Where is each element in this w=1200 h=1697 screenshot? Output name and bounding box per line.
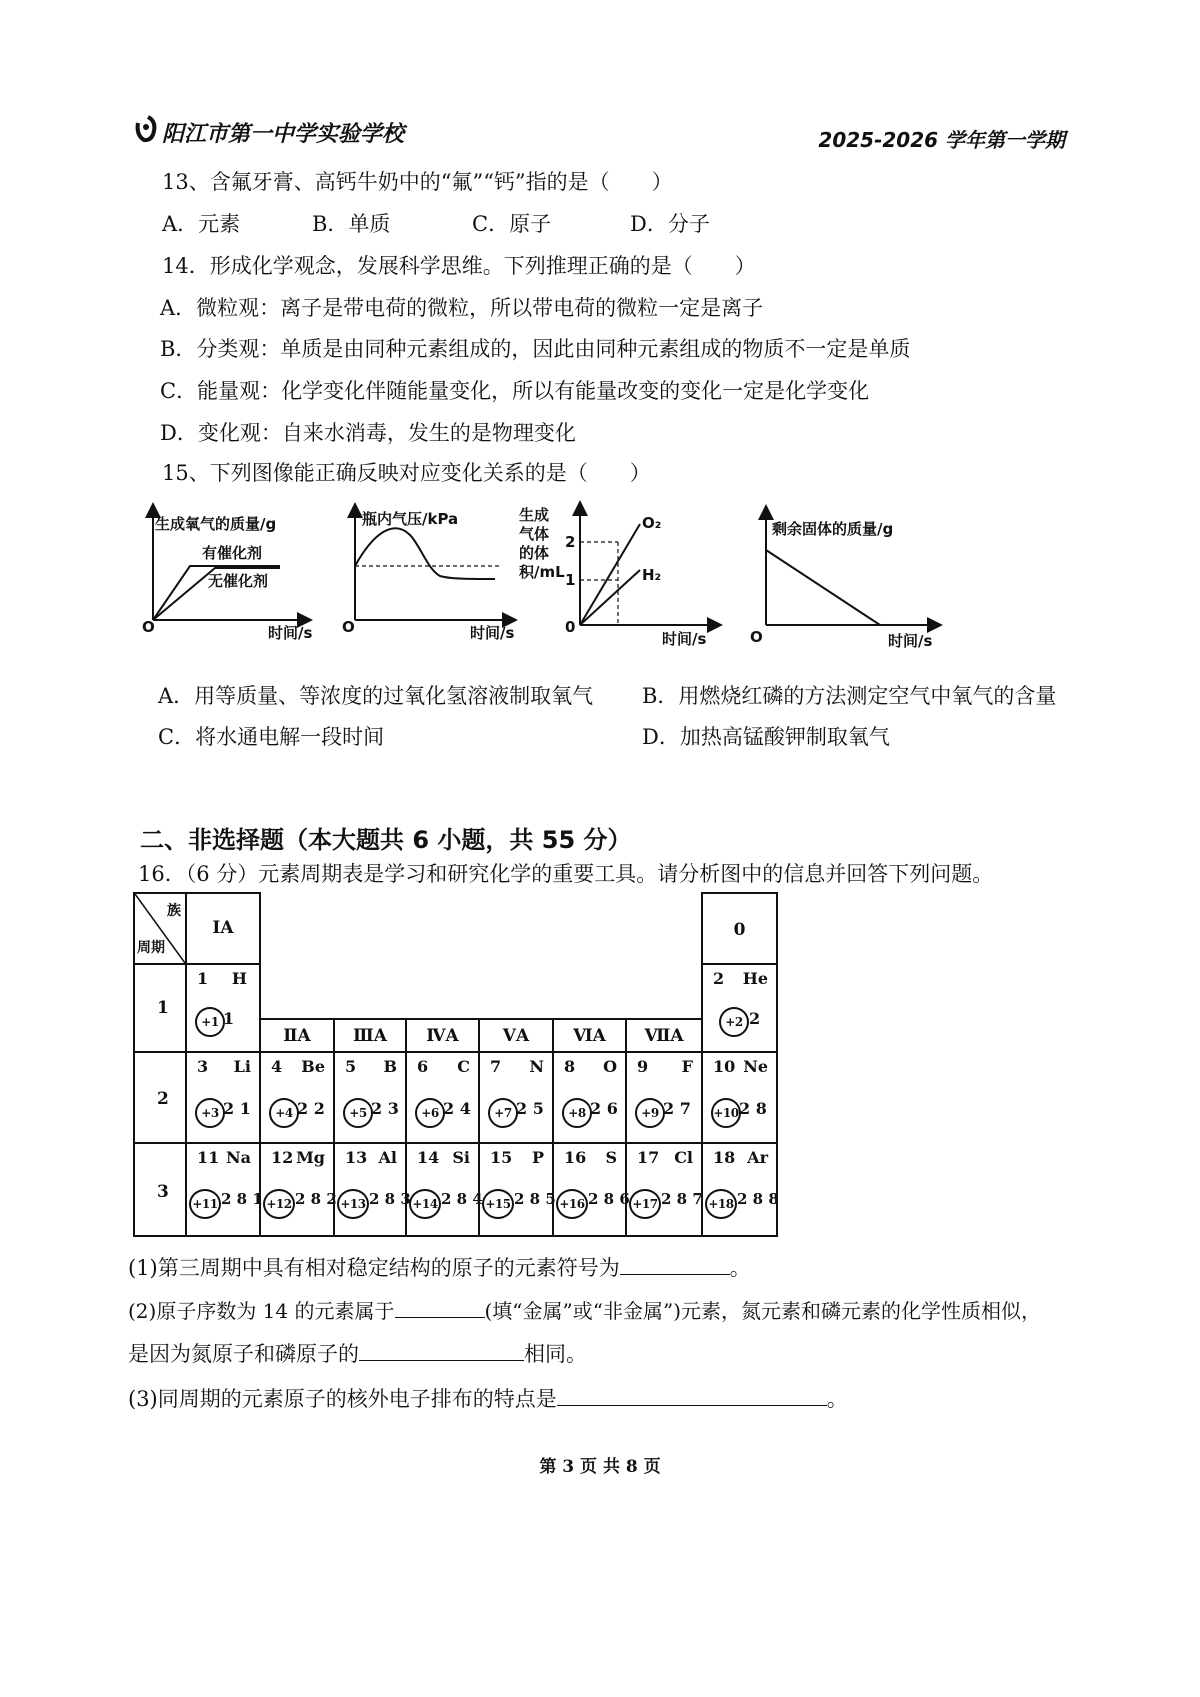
nucleus-charge: +18	[705, 1189, 737, 1219]
graph-c-tick-2: 2	[565, 533, 576, 551]
graph-a-origin: O	[142, 618, 155, 636]
electron-shells: 2 8 1	[221, 1190, 263, 1208]
q14-option-c: C．能量观：化学变化伴随能量变化，所以有能量改变的变化一定是化学变化	[160, 379, 870, 403]
periodic-table	[133, 892, 783, 1237]
element-cell-b	[333, 1051, 407, 1144]
atomic-number: 5	[345, 1057, 357, 1076]
nucleus-charge: +4	[269, 1098, 299, 1128]
electron-shells: 2 1	[223, 1099, 251, 1118]
graph-a-line1-label: 有催化剂	[202, 544, 263, 562]
q13-stem: 13、含氟牙膏、高钙牛奶中的“氟”“钙”指的是（ ）	[162, 170, 673, 194]
element-cell-be	[259, 1051, 335, 1144]
q16-sub1-text: (1)第三周期中具有相对稳定结构的原子的元素符号为	[128, 1256, 620, 1280]
atomic-number: 15	[490, 1148, 513, 1167]
element-symbol: Ar	[747, 1148, 768, 1167]
atomic-number: 18	[713, 1148, 736, 1167]
group-header-0	[701, 892, 778, 965]
graph-c-ylabel-line: 气体	[519, 525, 550, 543]
element-symbol: B	[383, 1057, 397, 1076]
q16-sub1	[128, 1252, 751, 1282]
group-label: 0	[733, 920, 746, 940]
q16-sub2-line1	[128, 1295, 1041, 1324]
nucleus-charge: +17	[629, 1189, 661, 1219]
period-label: 1	[157, 998, 169, 1018]
graph-d-origin: O	[750, 628, 763, 646]
atomic-number: 17	[637, 1148, 660, 1167]
electron-shells: 2 8 2	[295, 1190, 337, 1208]
nucleus-charge: +3	[195, 1098, 225, 1128]
atomic-number: 2	[713, 969, 725, 988]
nucleus-charge: +5	[343, 1098, 373, 1128]
table-corner	[133, 892, 187, 965]
graph-c-tick-1: 1	[565, 571, 576, 589]
atomic-number: 7	[490, 1057, 502, 1076]
atomic-number: 1	[197, 969, 209, 988]
electron-shells: 2 4	[443, 1099, 471, 1118]
period-cell-2	[133, 1051, 187, 1144]
group-label: ⅥA	[573, 1026, 606, 1046]
group-header-2a	[259, 1018, 335, 1053]
group-header-3a	[333, 1018, 407, 1053]
element-symbol: P	[531, 1148, 544, 1167]
term-label: 2025-2026 学年第一学期	[818, 128, 1065, 152]
atomic-number: 11	[197, 1148, 220, 1167]
atomic-number: 12	[271, 1148, 294, 1167]
graph-c-ylabel-line: 生成	[519, 506, 550, 524]
group-label: ⅤA	[502, 1026, 530, 1046]
nucleus-charge: +9	[635, 1098, 665, 1128]
electron-shells: 1	[223, 1009, 235, 1028]
q15-option-d: D．加热高锰酸钾制取氧气	[642, 725, 890, 749]
q15-option-c: C．将水通电解一段时间	[158, 725, 385, 749]
nucleus-charge: +11	[189, 1189, 221, 1219]
element-cell-o	[552, 1051, 627, 1144]
graph-c-origin: 0	[565, 618, 576, 636]
nucleus-charge: +1	[195, 1007, 225, 1037]
electron-shells: 2	[749, 1009, 761, 1028]
graph-c	[515, 500, 730, 650]
group-label: ⅠA	[212, 918, 234, 938]
answer-blank[interactable]	[620, 1254, 730, 1275]
page-footer: 第 3 页 共 8 页	[539, 1457, 661, 1477]
element-symbol: H	[231, 969, 247, 988]
nucleus-charge: +8	[562, 1098, 592, 1128]
graph-d-ylabel: 剩余固体的质量/g	[772, 520, 894, 538]
q13-option-d: D．分子	[630, 212, 710, 236]
group-label: ⅦA	[644, 1026, 684, 1046]
q16-sub3	[128, 1383, 848, 1413]
nucleus-charge: +10	[711, 1098, 741, 1128]
period-label: 2	[157, 1089, 169, 1109]
graph-b-ylabel: 瓶内气压/kPa	[362, 510, 459, 528]
element-cell-c	[405, 1051, 480, 1144]
element-symbol: Mg	[296, 1148, 325, 1167]
element-cell-li	[185, 1051, 261, 1144]
q15-option-a: A．用等质量、等浓度的过氧化氢溶液制取氧气	[158, 684, 594, 708]
nucleus-charge: +15	[482, 1189, 514, 1219]
group-header-6a	[552, 1018, 627, 1053]
graph-c-ylabel-line: 的体	[519, 544, 550, 562]
electron-shells: 2 8 4	[441, 1190, 483, 1208]
group-label: ⅢA	[353, 1026, 387, 1046]
group-label: ⅣA	[426, 1026, 459, 1046]
graph-c-line1-label: O₂	[642, 514, 662, 532]
group-header-1a	[185, 892, 261, 965]
corner-group-label: 族	[167, 903, 181, 919]
electron-shells: 2 2	[297, 1099, 325, 1118]
q13-option-c: C．原子	[472, 212, 552, 236]
element-symbol: C	[457, 1057, 470, 1076]
nucleus-charge: +16	[556, 1189, 588, 1219]
period-cell-3	[133, 1142, 187, 1237]
q15-option-b: B．用燃烧红磷的方法测定空气中氧气的含量	[642, 684, 1057, 708]
electron-shells: 2 7	[663, 1099, 691, 1118]
period-cell-1	[133, 963, 187, 1053]
atomic-number: 14	[417, 1148, 440, 1167]
electron-shells: 2 8	[739, 1099, 767, 1118]
atomic-number: 9	[637, 1057, 649, 1076]
q13-option-b: B．单质	[312, 212, 391, 236]
graph-d-xlabel: 时间/s	[888, 632, 933, 650]
element-cell-al	[333, 1142, 411, 1237]
q16-sub2-text-b: (填“金属”或“非金属”)元素，氮元素和磷元素的化学性质相似，	[484, 1299, 1042, 1323]
section-heading: 二、非选择题（本大题共 6 小题，共 55 分）	[140, 826, 632, 854]
graph-a-ylabel: 生成氧气的质量/g	[155, 515, 277, 533]
graph-c-ylabel-line: 积/mL	[519, 563, 565, 581]
electron-shells: 2 5	[516, 1099, 544, 1118]
school-logo-icon	[134, 113, 158, 143]
graph-b-origin: O	[342, 618, 355, 636]
nucleus-charge: +7	[488, 1098, 518, 1128]
element-symbol: Na	[226, 1148, 251, 1167]
nucleus-charge: +2	[719, 1007, 749, 1037]
element-cell-ar	[701, 1142, 778, 1237]
electron-shells: 2 8 6	[588, 1190, 630, 1208]
q14-option-a: A．微粒观：离子是带电荷的微粒，所以带电荷的微粒一定是离子	[160, 296, 764, 320]
electron-shells: 2 8 5	[514, 1190, 556, 1208]
q16-sub3-text: (3)同周期的元素原子的核外电子排布的特点是	[128, 1387, 557, 1411]
group-header-5a	[478, 1018, 554, 1053]
q13-option-a: A．元素	[162, 212, 241, 236]
q14-option-b: B．分类观：单质是由同种元素组成的，因此由同种元素组成的物质不一定是单质	[160, 337, 911, 361]
element-cell-si	[405, 1142, 483, 1237]
atomic-number: 10	[713, 1057, 736, 1076]
graph-d	[750, 500, 945, 650]
element-symbol: Ne	[743, 1057, 768, 1076]
q16-stem: 16．（6 分）元素周期表是学习和研究化学的重要工具。请分析图中的信息并回答下列问题。	[138, 862, 994, 886]
answer-blank[interactable]	[359, 1340, 524, 1361]
element-cell-ne	[701, 1051, 778, 1144]
q16-sub1-end: 。	[729, 1256, 751, 1280]
atomic-number: 4	[271, 1057, 283, 1076]
element-cell-mg	[259, 1142, 335, 1237]
element-symbol: F	[681, 1057, 693, 1076]
q14-stem: 14．形成化学观念，发展科学思维。下列推理正确的是（ ）	[162, 254, 756, 278]
element-symbol: N	[529, 1057, 544, 1076]
atomic-number: 6	[417, 1057, 429, 1076]
element-cell-f	[625, 1051, 703, 1144]
element-cell-he	[701, 963, 778, 1053]
atomic-number: 13	[345, 1148, 368, 1167]
graph-b	[340, 500, 520, 650]
element-symbol: He	[742, 969, 768, 988]
graph-c-xlabel: 时间/s	[662, 630, 707, 648]
answer-blank[interactable]	[395, 1297, 485, 1318]
graph-b-xlabel: 时间/s	[470, 624, 515, 642]
answer-blank[interactable]	[557, 1385, 827, 1406]
electron-shells: 2 8 3	[369, 1190, 411, 1208]
element-cell-n	[478, 1051, 554, 1144]
nucleus-charge: +12	[263, 1189, 295, 1219]
graph-c-ylabel	[519, 506, 565, 582]
period-label: 3	[157, 1182, 169, 1202]
nucleus-charge: +14	[409, 1189, 441, 1219]
nucleus-charge: +13	[337, 1189, 369, 1219]
group-label: ⅡA	[283, 1026, 311, 1046]
graph-c-line2-label: H₂	[642, 566, 662, 584]
q16-sub2-text-c: 是因为氮原子和磷原子的	[128, 1342, 359, 1366]
element-symbol: Si	[452, 1148, 470, 1167]
q15-stem: 15、下列图像能正确反映对应变化关系的是（ ）	[162, 461, 651, 485]
element-cell-s	[552, 1142, 630, 1237]
electron-shells: 2 6	[590, 1099, 618, 1118]
atomic-number: 16	[564, 1148, 587, 1167]
element-symbol: S	[605, 1148, 617, 1167]
q16-sub2-line2	[128, 1338, 587, 1368]
group-header-7a	[625, 1018, 703, 1053]
school-name: 阳江市第一中学实验学校	[162, 122, 405, 147]
group-header-4a	[405, 1018, 480, 1053]
q16-sub2-text-d: 相同。	[524, 1342, 587, 1366]
element-symbol: Be	[301, 1057, 325, 1076]
q16-sub2-text-a: (2)原子序数为 14 的元素属于	[128, 1299, 395, 1323]
graph-a-xlabel: 时间/s	[268, 624, 313, 642]
q16-sub3-end: 。	[826, 1387, 848, 1411]
electron-shells: 2 8 8	[737, 1190, 779, 1208]
atomic-number: 8	[564, 1057, 576, 1076]
corner-period-label: 周期	[137, 940, 165, 956]
graph-a	[140, 500, 320, 650]
element-symbol: Al	[378, 1148, 397, 1167]
nucleus-charge: +6	[415, 1098, 445, 1128]
element-symbol: O	[603, 1057, 617, 1076]
element-symbol: Cl	[674, 1148, 693, 1167]
element-cell-h	[185, 963, 261, 1053]
element-cell-na	[185, 1142, 261, 1237]
graph-a-line2-label: 无催化剂	[208, 572, 269, 590]
electron-shells: 2 3	[371, 1099, 399, 1118]
electron-shells: 2 8 7	[661, 1190, 703, 1208]
element-symbol: Li	[233, 1057, 251, 1076]
atomic-number: 3	[197, 1057, 209, 1076]
element-cell-p	[478, 1142, 554, 1237]
q14-option-d: D．变化观：自来水消毒，发生的是物理变化	[160, 421, 576, 445]
element-cell-cl	[625, 1142, 703, 1237]
